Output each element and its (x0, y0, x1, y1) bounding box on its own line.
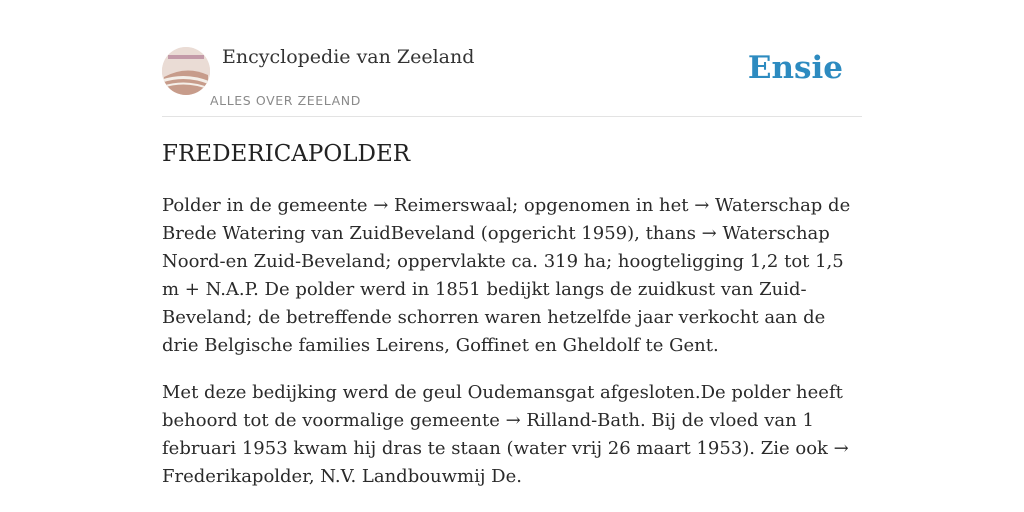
page-container (162, 0, 862, 487)
site-logo[interactable] (162, 47, 210, 95)
site-tagline: ALLES OVER ZEELAND (210, 93, 361, 108)
article-body (162, 192, 864, 510)
article-paragraph: Polder in de gemeente → Reimerswaal; opgenomen in het → Waterschap de Brede Watering van ZuidBeveland (opgericht 1959), thans → Waterschap Noord-en Zuid-Beveland; oppervlakte ca. 319 ha; hoogteligging 1,2 tot 1,5 m + N.A.P. De polder werd in 1851 bedijkt langs de zuidkust van Zuid-Beveland; de betreffende schorren waren hetzelfde jaar verkocht aan de drie Belgische families Leirens, Goffinet en Gheldolf te Gent. (162, 195, 851, 356)
article-paragraph: Met deze bedijking werd de geul Oudemansgat afgesloten.De polder heeft behoord tot de voormalige gemeente → Rilland-Bath. Bij de vloed van 1 februari 1953 kwam hij dras te staan (water vrij 26 maart 1953). Zie ook → Frederikapolder, N.V. Landbouwmij De. (162, 382, 849, 487)
ensie-brand-link[interactable]: Ensie (747, 50, 843, 86)
site-header (162, 0, 862, 117)
site-name[interactable]: Encyclopedie van Zeeland (222, 46, 475, 68)
article-title: FREDERICAPOLDER (162, 141, 411, 167)
